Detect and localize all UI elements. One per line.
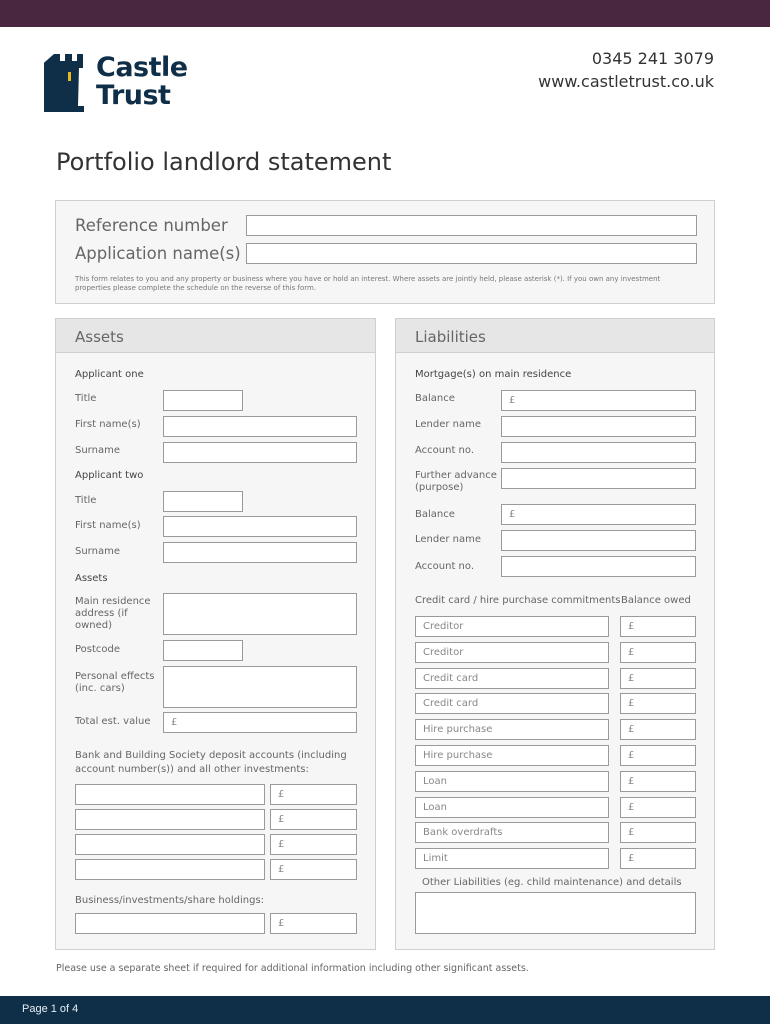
- total-value-label: Total est. value: [75, 716, 151, 727]
- reference-panel: [55, 200, 715, 304]
- personal-effects-input[interactable]: [163, 666, 357, 708]
- assets-header: [56, 319, 375, 353]
- assets-panel: [55, 318, 376, 950]
- surname-label: Surname: [75, 546, 120, 557]
- applicant-two-title-input[interactable]: [163, 491, 243, 512]
- applicant-one-first-name-input[interactable]: [163, 416, 357, 437]
- bank-accounts-label: Bank and Building Society deposit accounts (including account number(s)) and all other investments:: [75, 750, 347, 775]
- intro-note: This form relates to you and any property or business where you have or hold an interest. Where assets are jointly held, please asterisk (*). If you own any investment properties please complete the schedule on the reverse of this form.: [75, 275, 661, 292]
- balance-label: Balance: [415, 509, 455, 520]
- assets-sub-label: Assets: [75, 573, 108, 584]
- account-label: Account no.: [415, 561, 475, 572]
- bank-account-amount-input[interactable]: £: [270, 809, 357, 830]
- applicant-one-label: Applicant one: [75, 369, 144, 380]
- applicant-two-surname-input[interactable]: [163, 542, 357, 563]
- applicant-one-surname-input[interactable]: [163, 442, 357, 463]
- creditor-balance-input[interactable]: £: [620, 771, 696, 792]
- creditor-input[interactable]: Creditor: [415, 616, 609, 637]
- creditor-input[interactable]: Loan: [415, 771, 609, 792]
- bank-account-input[interactable]: [75, 859, 265, 880]
- application-label: Application name(s): [75, 244, 241, 263]
- creditor-balance-input[interactable]: £: [620, 616, 696, 637]
- postcode-input[interactable]: [163, 640, 243, 661]
- application-names-input[interactable]: [246, 243, 697, 264]
- liabilities-heading: Liabilities: [415, 328, 486, 346]
- liabilities-header: [396, 319, 714, 353]
- creditor-balance-input[interactable]: £: [620, 668, 696, 689]
- credit-header: Credit card / hire purchase commitments: [415, 595, 621, 606]
- mortgage-account-input[interactable]: [501, 442, 696, 463]
- other-liabilities-label: Other Liabilities (eg. child maintenance) and details: [422, 877, 682, 888]
- mortgage-label: Mortgage(s) on main residence: [415, 369, 572, 380]
- bank-account-amount-input[interactable]: £: [270, 784, 357, 805]
- surname-label: Surname: [75, 445, 120, 456]
- account-label: Account no.: [415, 445, 475, 456]
- lender-label: Lender name: [415, 419, 482, 430]
- website-link[interactable]: www.castletrust.co.uk: [538, 72, 714, 91]
- creditor-input[interactable]: Hire purchase: [415, 719, 609, 740]
- footer-bar: [0, 996, 770, 1024]
- mortgage-lender-input[interactable]: [501, 416, 696, 437]
- page-number: Page 1 of 4: [22, 1003, 79, 1015]
- creditor-input[interactable]: Loan: [415, 797, 609, 818]
- other-liabilities-input[interactable]: [415, 892, 696, 934]
- further-advance-account-input[interactable]: [501, 556, 696, 577]
- creditor-input[interactable]: Credit card: [415, 693, 609, 714]
- further-advance-balance-input[interactable]: £: [501, 504, 696, 525]
- postcode-label: Postcode: [75, 644, 121, 655]
- creditor-balance-input[interactable]: £: [620, 642, 696, 663]
- mortgage-balance-input[interactable]: £: [501, 390, 696, 411]
- creditor-balance-input[interactable]: £: [620, 693, 696, 714]
- bank-account-input[interactable]: [75, 809, 265, 830]
- castle-trust-logo: [44, 52, 188, 112]
- business-holding-input[interactable]: [75, 913, 265, 934]
- first-name-label: First name(s): [75, 520, 141, 531]
- footer-note: Please use a separate sheet if required for additional information including other significant assets.: [56, 963, 529, 974]
- title-label: Title: [75, 393, 97, 404]
- main-residence-address-input[interactable]: [163, 593, 357, 635]
- further-advance-lender-input[interactable]: [501, 530, 696, 551]
- creditor-input[interactable]: Hire purchase: [415, 745, 609, 766]
- creditor-input[interactable]: Credit card: [415, 668, 609, 689]
- reference-number-input[interactable]: [246, 215, 697, 236]
- brand-line-2: Trust: [96, 80, 171, 111]
- applicant-two-label: Applicant two: [75, 470, 144, 481]
- page-title: Portfolio landlord statement: [56, 148, 392, 176]
- creditor-balance-input[interactable]: £: [620, 797, 696, 818]
- creditor-balance-input[interactable]: £: [620, 745, 696, 766]
- lender-label: Lender name: [415, 534, 482, 545]
- creditor-input[interactable]: Limit: [415, 848, 609, 869]
- creditor-input[interactable]: Bank overdrafts: [415, 822, 609, 843]
- personal-effects-label: Personal effects (inc. cars): [75, 671, 155, 694]
- title-label: Title: [75, 495, 97, 506]
- applicant-two-first-name-input[interactable]: [163, 516, 357, 537]
- bank-account-amount-input[interactable]: £: [270, 834, 357, 855]
- creditor-balance-input[interactable]: £: [620, 822, 696, 843]
- phone-number: 0345 241 3079: [591, 49, 714, 68]
- further-advance-input[interactable]: [501, 468, 696, 489]
- reference-label: Reference number: [75, 216, 228, 235]
- top-bar: [0, 0, 770, 27]
- business-holding-amount-input[interactable]: £: [270, 913, 357, 934]
- castle-tower-icon: [44, 54, 96, 112]
- bank-account-input[interactable]: [75, 834, 265, 855]
- brand-line-1: Castle: [96, 52, 188, 83]
- creditor-balance-input[interactable]: £: [620, 719, 696, 740]
- creditor-input[interactable]: Creditor: [415, 642, 609, 663]
- total-value-input[interactable]: £: [163, 712, 357, 733]
- balance-label: Balance: [415, 393, 455, 404]
- business-holdings-label: Business/investments/share holdings:: [75, 895, 265, 906]
- liabilities-panel: [395, 318, 715, 950]
- bank-account-input[interactable]: [75, 784, 265, 805]
- first-name-label: First name(s): [75, 419, 141, 430]
- creditor-balance-input[interactable]: £: [620, 848, 696, 869]
- assets-heading: Assets: [75, 328, 124, 346]
- balance-owed-header: Balance owed: [621, 595, 691, 606]
- further-advance-label: Further advance (purpose): [415, 470, 497, 493]
- main-residence-label: Main residence address (if owned): [75, 596, 151, 631]
- bank-account-amount-input[interactable]: £: [270, 859, 357, 880]
- applicant-one-title-input[interactable]: [163, 390, 243, 411]
